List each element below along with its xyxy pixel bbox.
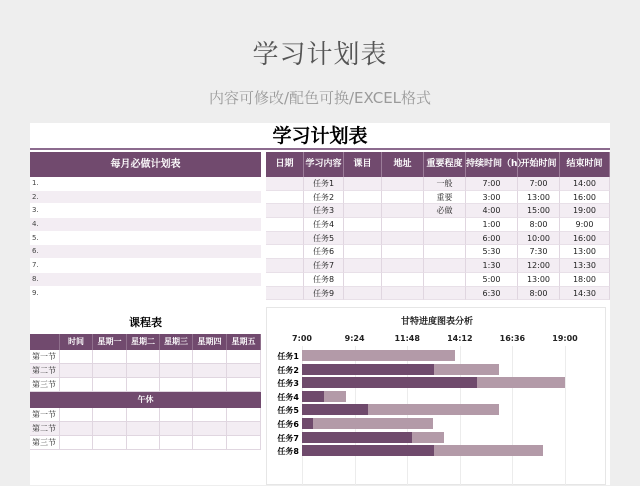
gantt-bar-elapsed xyxy=(302,418,313,429)
table-row xyxy=(266,259,610,273)
table-cell: 12:00 xyxy=(518,259,560,273)
plan-column-header: 开始时间 xyxy=(518,152,560,177)
gantt-task-label: 任务2 xyxy=(277,365,299,375)
table-cell: 6:30 xyxy=(466,287,518,301)
course-cell xyxy=(60,422,93,436)
course-cell xyxy=(160,436,193,450)
table-cell: 13:00 xyxy=(560,245,610,259)
table-cell: 13:00 xyxy=(518,273,560,287)
table-cell xyxy=(424,273,466,287)
table-cell: 16:00 xyxy=(560,232,610,246)
plan-column-header: 结束时间 xyxy=(560,152,610,177)
gantt-gridline xyxy=(565,346,566,486)
table-cell xyxy=(266,191,304,205)
monthly-row: 4. xyxy=(30,218,261,232)
course-cell xyxy=(127,436,160,450)
table-cell: 7:30 xyxy=(518,245,560,259)
table-row xyxy=(266,177,610,191)
course-cell xyxy=(160,350,193,364)
table-cell xyxy=(424,218,466,232)
plan-column-header: 日期 xyxy=(266,152,304,177)
course-cell xyxy=(93,378,127,392)
table-cell xyxy=(382,204,424,218)
gantt-bar-remaining xyxy=(324,391,346,402)
gantt-bar-elapsed xyxy=(302,377,477,388)
table-cell: 15:00 xyxy=(518,204,560,218)
plan-table xyxy=(266,152,610,300)
table-cell xyxy=(382,191,424,205)
table-cell xyxy=(344,232,382,246)
table-cell xyxy=(266,177,304,191)
period-label: 第一节 xyxy=(30,408,60,422)
course-cell xyxy=(227,364,261,378)
monthly-table xyxy=(30,152,261,300)
table-cell: 19:00 xyxy=(560,204,610,218)
table-cell xyxy=(424,259,466,273)
period-label: 第三节 xyxy=(30,436,60,450)
course-column-header: 星期五 xyxy=(227,334,261,350)
course-cell xyxy=(160,422,193,436)
gantt-tick-label: 19:00 xyxy=(552,334,578,343)
course-column-header xyxy=(30,334,60,350)
course-cell xyxy=(193,408,227,422)
table-row xyxy=(266,287,610,301)
table-cell xyxy=(344,259,382,273)
table-cell xyxy=(382,287,424,301)
course-cell xyxy=(93,350,127,364)
course-row xyxy=(30,408,261,422)
table-cell: 14:30 xyxy=(560,287,610,301)
course-column-header: 星期四 xyxy=(193,334,227,350)
gantt-gridline xyxy=(512,346,513,486)
gantt-bar-elapsed xyxy=(302,364,434,375)
course-row xyxy=(30,364,261,378)
gantt-task-label: 任务4 xyxy=(277,392,299,402)
course-cell xyxy=(60,350,93,364)
table-cell xyxy=(424,232,466,246)
course-table xyxy=(30,307,261,450)
table-cell xyxy=(344,191,382,205)
table-cell: 13:30 xyxy=(560,259,610,273)
monthly-row: 2. xyxy=(30,191,261,205)
period-label: 第一节 xyxy=(30,350,60,364)
course-cell xyxy=(227,350,261,364)
table-cell xyxy=(266,287,304,301)
table-cell: 重要 xyxy=(424,191,466,205)
gantt-tick-label: 14:12 xyxy=(447,334,473,343)
course-cell xyxy=(93,364,127,378)
gantt-bar-remaining xyxy=(302,350,455,361)
course-column-header: 星期三 xyxy=(160,334,193,350)
course-cell xyxy=(160,364,193,378)
course-cell xyxy=(93,422,127,436)
course-row xyxy=(30,436,261,450)
table-row xyxy=(266,218,610,232)
table-cell: 任务7 xyxy=(304,259,344,273)
gantt-bar-elapsed xyxy=(302,432,412,443)
monthly-row: 6. xyxy=(30,245,261,259)
table-cell xyxy=(382,218,424,232)
table-cell: 任务2 xyxy=(304,191,344,205)
table-cell: 18:00 xyxy=(560,273,610,287)
table-cell: 7:00 xyxy=(518,177,560,191)
gantt-task-label: 任务6 xyxy=(277,420,299,429)
course-column-header: 星期二 xyxy=(127,334,160,350)
table-cell xyxy=(266,259,304,273)
table-cell xyxy=(424,287,466,301)
table-cell xyxy=(344,245,382,259)
course-cell xyxy=(60,364,93,378)
table-cell: 10:00 xyxy=(518,232,560,246)
gantt-tick-label: 16:36 xyxy=(499,334,526,343)
gantt-bar-remaining xyxy=(368,404,500,415)
gantt-bar-remaining xyxy=(412,432,445,443)
gantt-task-label: 任务5 xyxy=(277,406,299,416)
period-label: 第三节 xyxy=(30,378,60,392)
table-cell xyxy=(382,259,424,273)
table-cell: 4:00 xyxy=(466,204,518,218)
gantt-bar-elapsed xyxy=(302,391,324,402)
course-row xyxy=(30,350,261,364)
table-cell xyxy=(424,245,466,259)
course-cell xyxy=(193,422,227,436)
course-cell xyxy=(227,422,261,436)
table-cell: 8:00 xyxy=(518,287,560,301)
table-row xyxy=(266,232,610,246)
page-title: 学习计划表 xyxy=(252,40,388,70)
table-cell: 任务9 xyxy=(304,287,344,301)
course-column-header: 时间 xyxy=(60,334,93,350)
course-cell xyxy=(160,378,193,392)
course-cell xyxy=(93,408,127,422)
plan-table-header xyxy=(266,152,610,177)
gantt-tick-label: 7:00 xyxy=(292,334,312,343)
course-cell xyxy=(60,378,93,392)
plan-column-header: 课目 xyxy=(344,152,382,177)
table-cell: 8:00 xyxy=(518,218,560,232)
course-cell xyxy=(127,364,160,378)
course-cell xyxy=(60,408,93,422)
table-cell xyxy=(344,204,382,218)
course-cell xyxy=(193,364,227,378)
table-cell xyxy=(382,245,424,259)
monthly-row: 5. xyxy=(30,232,261,246)
plan-column-header: 重要程度 xyxy=(424,152,466,177)
gantt-bar-elapsed xyxy=(302,404,368,415)
gantt-bar-remaining xyxy=(434,445,544,456)
table-cell: 5:00 xyxy=(466,273,518,287)
table-cell: 9:00 xyxy=(560,218,610,232)
table-cell xyxy=(266,218,304,232)
gantt-bar-remaining xyxy=(313,418,434,429)
course-cell xyxy=(127,378,160,392)
course-cell xyxy=(60,436,93,450)
gantt-task-label: 任务8 xyxy=(277,447,299,457)
gantt-bar-remaining xyxy=(434,364,500,375)
plan-column-header: 学习内容 xyxy=(304,152,344,177)
course-cell xyxy=(227,408,261,422)
course-cell xyxy=(93,436,127,450)
table-cell: 3:00 xyxy=(466,191,518,205)
gantt-task-label: 任务7 xyxy=(277,433,299,443)
sheet-title: 学习计划表 xyxy=(30,123,610,150)
course-cell xyxy=(193,436,227,450)
monthly-row: 3. xyxy=(30,204,261,218)
table-cell xyxy=(266,232,304,246)
course-cell xyxy=(127,408,160,422)
table-cell xyxy=(382,273,424,287)
table-row xyxy=(266,273,610,287)
course-cell xyxy=(227,378,261,392)
lunch-break-row: 午休 xyxy=(30,392,261,408)
course-cell xyxy=(193,350,227,364)
course-cell xyxy=(193,378,227,392)
table-row xyxy=(266,245,610,259)
table-cell xyxy=(344,218,382,232)
course-cell xyxy=(227,436,261,450)
table-cell: 1:30 xyxy=(466,259,518,273)
course-table-title: 课程表 xyxy=(129,316,162,329)
course-cell xyxy=(160,408,193,422)
course-row xyxy=(30,378,261,392)
gantt-tick-label: 9:24 xyxy=(344,334,365,343)
table-cell xyxy=(344,287,382,301)
table-cell: 14:00 xyxy=(560,177,610,191)
plan-column-header: 地址 xyxy=(382,152,424,177)
monthly-row: 1. xyxy=(30,177,261,191)
table-cell: 13:00 xyxy=(518,191,560,205)
monthly-row: 7. xyxy=(30,259,261,273)
table-cell: 任务6 xyxy=(304,245,344,259)
gantt-task-label: 任务1 xyxy=(277,352,299,361)
table-cell: 5:30 xyxy=(466,245,518,259)
table-cell: 1:00 xyxy=(466,218,518,232)
period-label: 第二节 xyxy=(30,364,60,378)
table-cell xyxy=(344,273,382,287)
gantt-chart-title: 甘特进度图表分析 xyxy=(400,317,473,327)
table-row xyxy=(266,191,610,205)
gantt-chart xyxy=(266,307,606,485)
page-subtitle: 内容可修改/配色可换/EXCEL格式 xyxy=(208,89,432,107)
table-cell xyxy=(266,204,304,218)
table-row xyxy=(266,204,610,218)
gantt-bar-remaining xyxy=(477,377,565,388)
course-column-header: 星期一 xyxy=(93,334,127,350)
period-label: 第二节 xyxy=(30,422,60,436)
table-cell: 任务8 xyxy=(304,273,344,287)
gantt-bar-elapsed xyxy=(302,445,434,456)
table-cell: 7:00 xyxy=(466,177,518,191)
table-cell: 任务5 xyxy=(304,232,344,246)
table-cell: 一般 xyxy=(424,177,466,191)
monthly-row: 8. xyxy=(30,273,261,287)
course-cell xyxy=(127,422,160,436)
table-cell: 6:00 xyxy=(466,232,518,246)
gantt-task-label: 任务3 xyxy=(277,379,299,389)
monthly-row: 9. xyxy=(30,287,261,301)
table-cell xyxy=(382,232,424,246)
spreadsheet-area xyxy=(30,123,610,485)
table-cell: 任务1 xyxy=(304,177,344,191)
course-table-header xyxy=(30,334,261,350)
table-cell: 任务3 xyxy=(304,204,344,218)
plan-column-header: 持续时间（h） xyxy=(466,152,518,177)
table-cell: 16:00 xyxy=(560,191,610,205)
table-cell xyxy=(382,177,424,191)
course-row xyxy=(30,422,261,436)
table-cell xyxy=(266,273,304,287)
table-cell xyxy=(266,245,304,259)
gantt-tick-label: 11:48 xyxy=(394,334,420,343)
course-cell xyxy=(127,350,160,364)
table-cell: 任务4 xyxy=(304,218,344,232)
table-cell: 必做 xyxy=(424,204,466,218)
table-cell xyxy=(344,177,382,191)
monthly-table-header: 每月必做计划表 xyxy=(30,152,261,177)
